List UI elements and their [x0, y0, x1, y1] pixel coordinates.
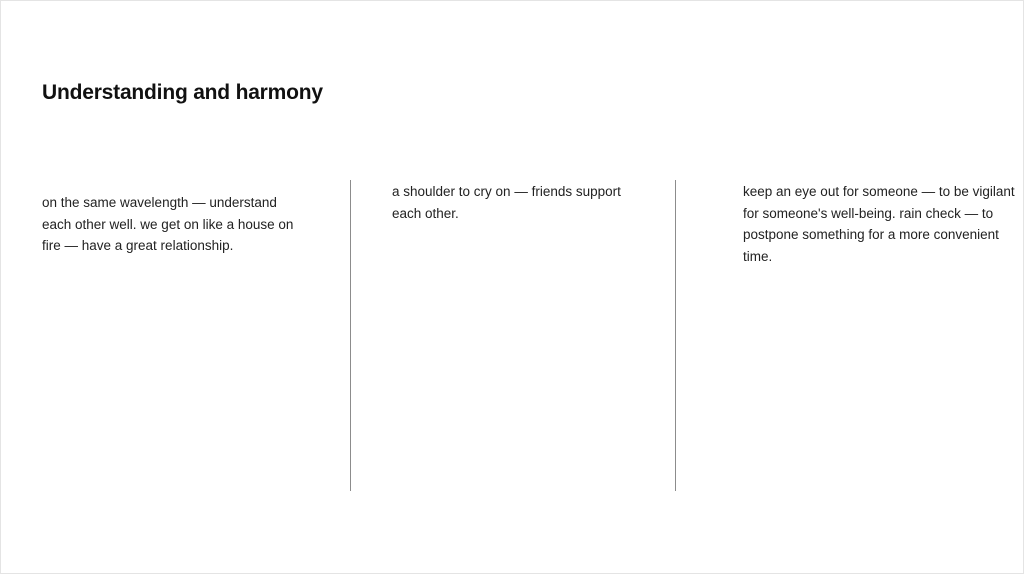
column-1-text: on the same wavelength — understand each other well. we get on like a house on fire — have a great relationship. [42, 195, 294, 253]
column-divider-1 [350, 180, 351, 491]
column-2-text: a shoulder to cry on — friends support each other. [392, 184, 621, 221]
column-divider-2 [675, 180, 676, 491]
column-3-text: keep an eye out for someone — to be vigilant for someone's well-being. rain check — to postpone something for a more convenient time. [743, 184, 1015, 264]
slide-title: Understanding and harmony [42, 81, 323, 104]
